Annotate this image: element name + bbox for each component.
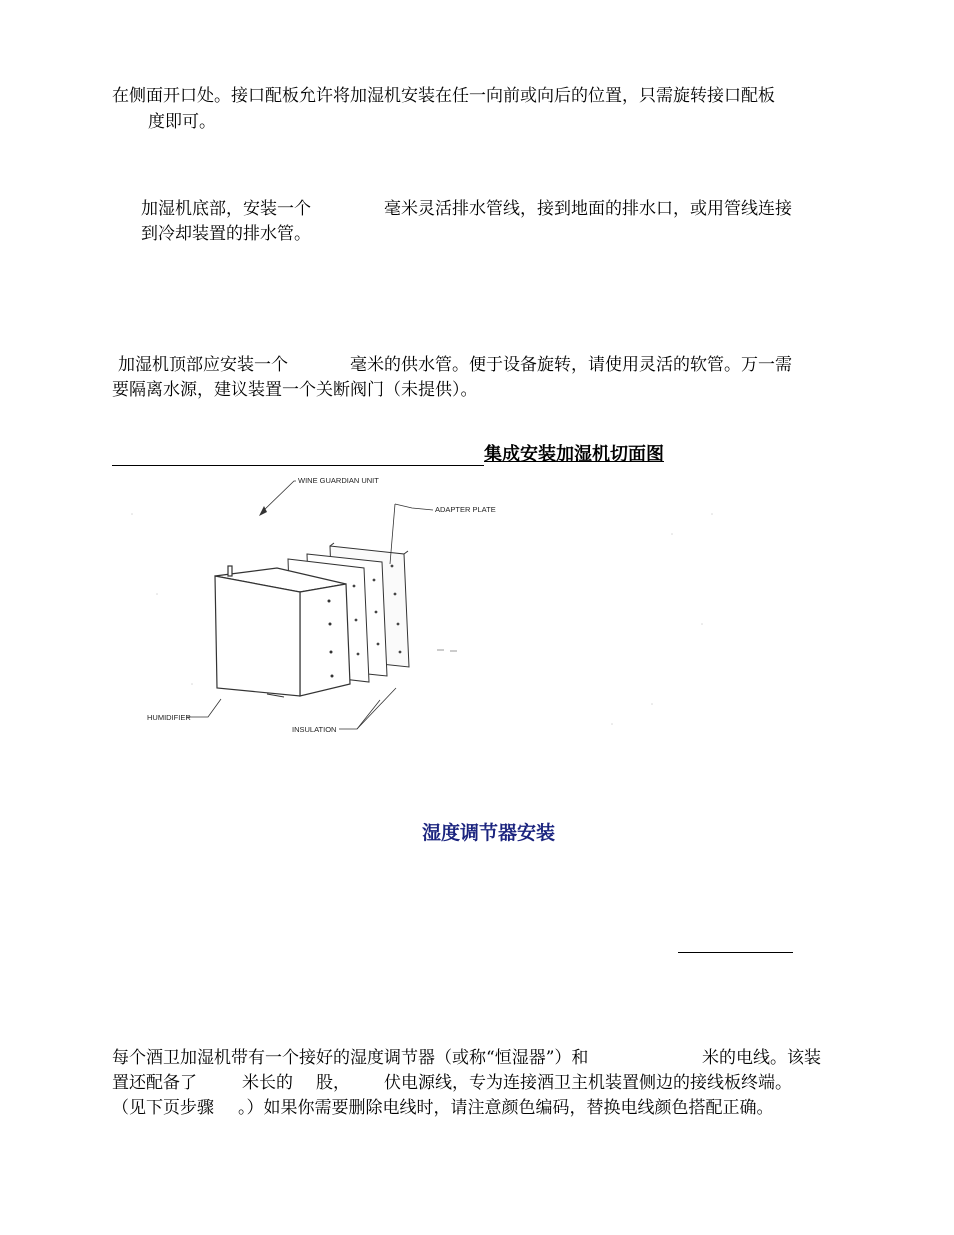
humidifier-box [215,566,350,696]
paragraph-4-line-1a: 每个酒卫加湿机带有一个接好的湿度调节器（或称“恒湿器”）和 [112,1048,589,1068]
label-adapter-plate: ADAPTER PLATE [435,505,496,514]
label-humidifier: HUMIDIFIER [147,713,191,722]
humidifier-exploded-diagram [112,474,732,752]
label-insulation: INSULATION [292,725,337,734]
paragraph-1-line-1: 在侧面开口处。接口配板允许将加湿机安装在任一向前或向后的位置，只需旋转接口配板 [112,86,775,106]
paragraph-3-line-1b: 毫米的供水管。便于设备旋转，请使用灵活的软管。万一需 [350,355,792,375]
paragraph-4-line-2a: 置还配备了 [112,1073,197,1093]
paragraph-4-line-3b: 。）如果你需要删除电线时，请注意颜色编码，替换电线颜色搭配正确。 [238,1098,774,1118]
paragraph-3-line-1a: 加湿机顶部应安装一个 [118,355,288,375]
paragraph-4-line-1b: 米的电线。该装 [702,1048,821,1068]
paragraph-4-line-2c: 股， [316,1073,350,1093]
paragraph-2-line-1b: 毫米灵活排水管线，接到地面的排水口，或用管线连接 [384,199,792,219]
paragraph-1-line-2: 度即可。 [148,112,216,132]
paragraph-4-line-2d: 伏电源线，专为连接酒卫主机装置侧边的接线板终端。 [384,1073,792,1093]
paragraph-3-line-2: 要隔离水源，建议装置一个关断阀门（未提供）。 [112,380,478,400]
label-wine-guardian-unit: WINE GUARDIAN UNIT [298,476,379,485]
paragraph-2-line-1a: 加湿机底部，安装一个 [141,199,311,219]
paragraph-4-line-2b: 米长的 [242,1073,293,1093]
short-underline-rule [678,952,793,953]
paragraph-4-line-3a: （见下页步骤 [112,1098,214,1118]
paragraph-2-line-2: 到冷却装置的排水管。 [141,224,311,244]
figure-heading: 集成安装加湿机切面图 [484,444,664,465]
heading-underline-rule [112,465,484,466]
section-title: 湿度调节器安装 [422,822,556,844]
